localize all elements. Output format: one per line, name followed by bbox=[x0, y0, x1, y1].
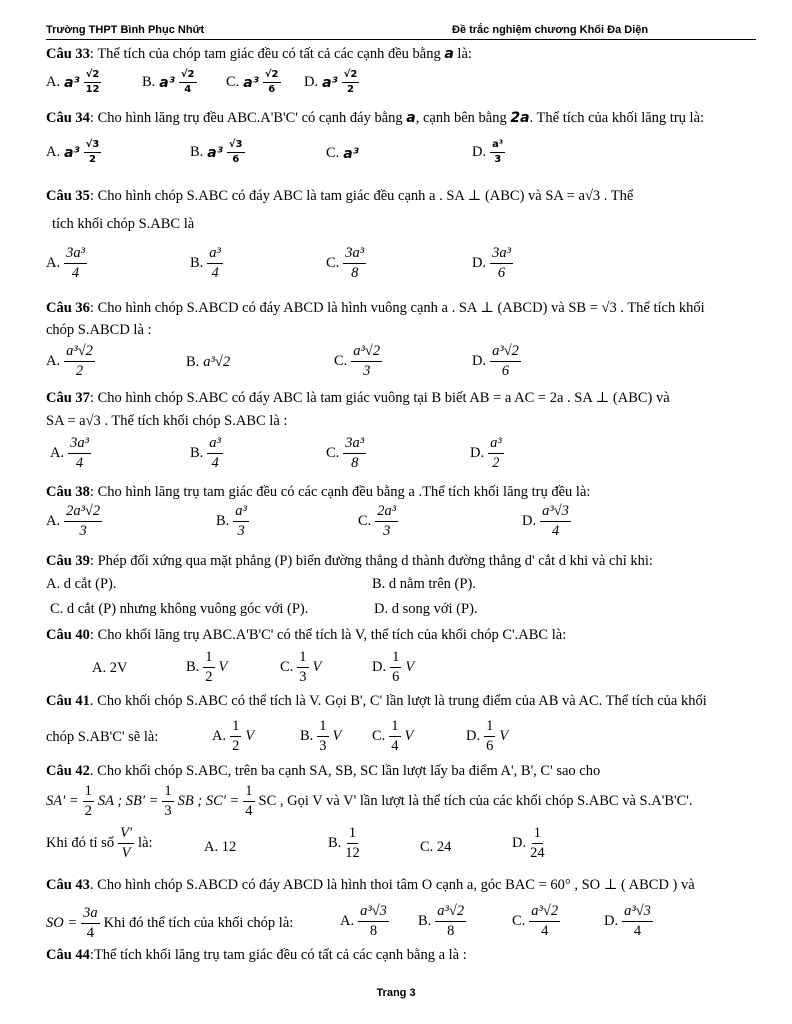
question-35: Câu 35: Cho hình chóp S.ABC có đáy ABC là tam giác đều cạnh a . SA ⊥ (ABC) và SA = a√3 . Thể bbox=[46, 188, 634, 204]
question-41-cont: chóp S.AB'C' sẽ là: bbox=[46, 729, 159, 745]
question-37-cont: SA = a√3 . Thể tích khối chóp S.ABC là : bbox=[46, 413, 288, 429]
q43-option-c[interactable]: C. $\frac{\text{a³√2}}{4}$ bbox=[512, 903, 559, 939]
question-44: Câu 44:Thể tích khối lăng trụ tam giác đều có tất cả các cạnh bằng a là : bbox=[46, 947, 467, 963]
question-34: Câu 34: Cho hình lăng trụ đều ABC.A'B'C' có cạnh đáy bằng a, cạnh bên bằng 2a. Thể tích của khối lăng trụ là: bbox=[46, 110, 705, 126]
question-42-ratio: Khi đó tỉ số $\frac{V'}{V}$ là: bbox=[46, 825, 153, 861]
q41-option-c[interactable]: C. $\frac{1}{4}$ V bbox=[372, 718, 414, 754]
q40-option-a[interactable]: A. 2V bbox=[92, 660, 128, 676]
question-40: Câu 40: Cho khối lăng trụ ABC.A'B'C' có thể tích là V, thể tích của khối chóp C'.ABC là: bbox=[46, 627, 567, 643]
q40-option-d[interactable]: D. $\frac{1}{6}$ V bbox=[372, 649, 415, 685]
question-42: Câu 42. Cho khối chóp S.ABC, trên ba cạnh SA, SB, SC lần lượt lấy ba điểm A', B', C' sao cho bbox=[46, 763, 601, 779]
header-school: Trường THPT Bình Phục Nhứt bbox=[46, 24, 205, 36]
q41-option-b[interactable]: B. $\frac{1}{3}$ V bbox=[300, 718, 342, 754]
q34-option-c[interactable]: C. a³ bbox=[326, 145, 359, 162]
question-41: Câu 41. Cho khối chóp S.ABC có thể tích là V. Gọi B', C' lần lượt là trung điểm của AB và AC. Thể tích của khối bbox=[46, 693, 707, 709]
q42-option-a[interactable]: A. 12 bbox=[204, 839, 237, 855]
question-38: Câu 38: Cho hình lăng trụ tam giác đều có các cạnh đều bằng a .Thể tích khối lăng trụ đều là: bbox=[46, 484, 591, 500]
q38-option-d[interactable]: D. $\frac{\text{a³√3}}{4}$ bbox=[522, 503, 569, 539]
q41-option-a[interactable]: A. $\frac{1}{2}$ V bbox=[212, 718, 255, 754]
q37-option-c[interactable]: C. $\frac{\text{3a³}}{8}$ bbox=[326, 435, 365, 471]
q33-option-c[interactable]: C. a³ $\frac{√2}{6}$ bbox=[226, 69, 279, 95]
q38-option-b[interactable]: B. $\frac{\text{a³}}{3}$ bbox=[216, 503, 247, 539]
q37-option-d[interactable]: D. $\frac{\text{a³}}{2}$ bbox=[470, 435, 502, 471]
q35-option-b[interactable]: B. $\frac{\text{a³}}{4}$ bbox=[190, 245, 221, 281]
question-36-cont: chóp S.ABCD là : bbox=[46, 322, 152, 338]
q40-option-c[interactable]: C. $\frac{1}{3}$ V bbox=[280, 649, 322, 685]
question-37: Câu 37: Cho hình chóp S.ABC có đáy ABC là tam giác vuông tại B biết AB = a AC = 2a . SA ⊥ (ABC) và bbox=[46, 390, 670, 406]
q42-option-d[interactable]: D. $\frac{1}{24}$ bbox=[512, 825, 545, 861]
q36-option-c[interactable]: C. $\frac{\text{a³√2}}{3}$ bbox=[334, 343, 381, 379]
q34-option-a[interactable]: A. a³ $\frac{√3}{2}$ bbox=[46, 139, 100, 165]
question-42-condition: SA' = $\frac{1}{2}$ SA ; SB' = $\frac{1}{3}$ SB ; SC' = $\frac{1}{4}$ SC , Gọi V và V' lần lượt là thể tích của các khối chóp S.ABC và S.A'B'C'. bbox=[46, 783, 693, 819]
q37-option-b[interactable]: B. $\frac{\text{a³}}{4}$ bbox=[190, 435, 221, 471]
q35-option-d[interactable]: D. $\frac{\text{3a³}}{6}$ bbox=[472, 245, 511, 281]
q43-option-d[interactable]: D. $\frac{\text{a³√3}}{4}$ bbox=[604, 903, 651, 939]
q33-option-b[interactable]: B. a³ $\frac{√2}{4}$ bbox=[142, 69, 195, 95]
page-number: Trang 3 bbox=[376, 987, 416, 999]
question-35-cont: tích khối chóp S.ABC là bbox=[52, 216, 195, 232]
q42-option-b[interactable]: B. $\frac{1}{12}$ bbox=[328, 825, 360, 861]
q34-option-b[interactable]: B. a³ $\frac{√3}{6}$ bbox=[190, 139, 243, 165]
q33-option-d[interactable]: D. a³ $\frac{√2}{2}$ bbox=[304, 69, 358, 95]
question-36: Câu 36: Cho hình chóp S.ABCD có đáy ABCD là hình vuông cạnh a . SA ⊥ (ABCD) và SB = √3 . Thể tích khối bbox=[46, 300, 705, 316]
q34-option-d[interactable]: D. $\frac{\text{a³}}{3}$ bbox=[472, 139, 504, 165]
q38-option-c[interactable]: C. $\frac{\text{2a³}}{3}$ bbox=[358, 503, 397, 539]
q38-option-a[interactable]: A. $\frac{\text{2a³√2}}{3}$ bbox=[46, 503, 101, 539]
q40-option-b[interactable]: B. $\frac{1}{2}$ V bbox=[186, 649, 228, 685]
q39-option-c[interactable]: C. d cắt (P) nhưng không vuông góc với (P). bbox=[50, 601, 309, 617]
q36-option-b[interactable]: B. a³√2 bbox=[186, 354, 231, 370]
q35-option-c[interactable]: C. $\frac{\text{3a³}}{8}$ bbox=[326, 245, 365, 281]
q37-option-a[interactable]: A. $\frac{\text{3a³}}{4}$ bbox=[50, 435, 89, 471]
q36-option-a[interactable]: A. $\frac{\text{a³√2}}{2}$ bbox=[46, 343, 93, 379]
q35-option-a[interactable]: A. $\frac{\text{3a³}}{4}$ bbox=[46, 245, 85, 281]
q39-option-d[interactable]: D. d song với (P). bbox=[374, 601, 478, 617]
q39-option-b[interactable]: B. d nằm trên (P). bbox=[372, 576, 476, 592]
question-33: Câu 33: Thể tích của chóp tam giác đều có tất cả các cạnh đều bằng a là: bbox=[46, 46, 472, 62]
header-subject: Đề trắc nghiệm chương Khối Đa Diện bbox=[452, 24, 649, 36]
q43-option-b[interactable]: B. $\frac{\text{a³√2}}{8}$ bbox=[418, 903, 465, 939]
question-39: Câu 39: Phép đối xứng qua mặt phẳng (P) biến đường thẳng d thành đường thẳng d' cắt d khi và chỉ khi: bbox=[46, 553, 653, 569]
q33-option-a[interactable]: A. a³ $\frac{√2}{12}$ bbox=[46, 69, 100, 95]
question-43: Câu 43. Cho hình chóp S.ABCD có đáy ABCD là hình thoi tâm O cạnh a, góc BAC = 60° , SO ⊥ ( ABCD ) và bbox=[46, 877, 695, 893]
q43-option-a[interactable]: A. $\frac{\text{a³√3}}{8}$ bbox=[340, 903, 387, 939]
q42-option-c[interactable]: C. 24 bbox=[420, 839, 452, 855]
q36-option-d[interactable]: D. $\frac{\text{a³√2}}{6}$ bbox=[472, 343, 519, 379]
header-rule bbox=[46, 39, 756, 40]
q39-option-a[interactable]: A. d cắt (P). bbox=[46, 576, 117, 592]
question-43-cont: SO = $\frac{3a}{4}$ Khi đó thể tích của khối chóp là: bbox=[46, 905, 294, 941]
q41-option-d[interactable]: D. $\frac{1}{6}$ V bbox=[466, 718, 509, 754]
